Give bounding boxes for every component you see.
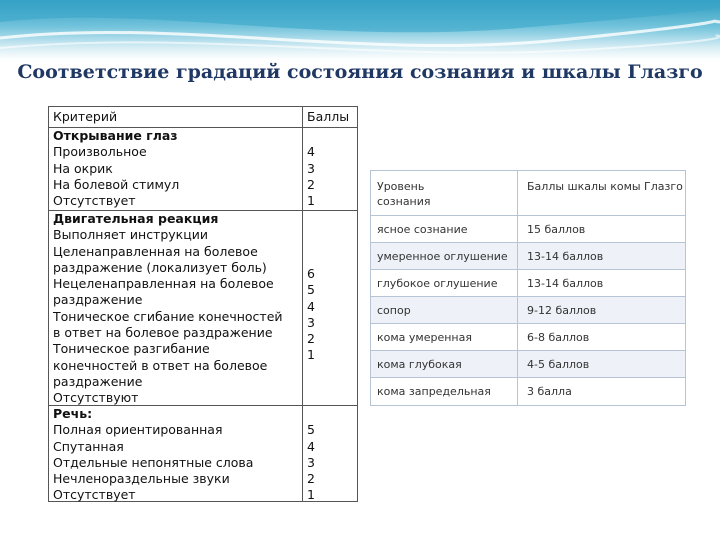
table-row xyxy=(371,242,685,270)
level-name: ясное сознание xyxy=(377,223,468,236)
criterion-item: Выполняет инструкции xyxy=(53,227,208,243)
score-value: 5 xyxy=(307,422,315,438)
criterion-item: раздражение (локализует боль) xyxy=(53,259,267,275)
criterion-item: в ответ на болевое раздражение xyxy=(53,325,273,341)
level-name: кома запредельная xyxy=(377,385,491,398)
criterion-item: Отдельные непонятные слова xyxy=(53,454,254,470)
table-row xyxy=(371,377,685,405)
criterion-item: Полная ориентированная xyxy=(53,422,223,438)
score-value: 1 xyxy=(307,347,315,363)
criterion-item: Тоническое разгибание xyxy=(53,341,210,357)
criterion-item: раздражение xyxy=(53,292,143,308)
header-score: Баллы шкалы комы Глазго xyxy=(527,180,683,193)
criterion-item: Нечленораздельные звуки xyxy=(53,471,230,487)
level-score: 13-14 баллов xyxy=(527,277,604,290)
header-level-line2: сознания xyxy=(377,195,431,208)
criterion-item: Нецеленаправленная на болевое xyxy=(53,276,274,292)
table-row xyxy=(371,296,685,324)
header-level-line1: Уровень xyxy=(377,180,425,193)
score-value: 2 xyxy=(307,331,315,347)
level-name: умеренное оглушение xyxy=(377,250,508,263)
score-value: 1 xyxy=(307,487,315,503)
criterion-item: На болевой стимул xyxy=(53,176,180,192)
criterion-item: Целенаправленная на болевое xyxy=(53,243,258,259)
table-row xyxy=(371,269,685,297)
criterion-item: Отсутствует xyxy=(53,487,136,503)
level-score: 15 баллов xyxy=(527,223,586,236)
score-value: 3 xyxy=(307,454,315,470)
page-title: Соответствие градаций состояния сознания и шкалы Глазго xyxy=(17,61,703,83)
score-value: 4 xyxy=(307,144,315,160)
criterion-item: На окрик xyxy=(53,160,113,176)
level-score: 13-14 баллов xyxy=(527,250,604,263)
table-row xyxy=(371,215,685,243)
table-header-row xyxy=(371,171,685,215)
table-row xyxy=(371,323,685,351)
consciousness-levels-table xyxy=(370,170,686,406)
column-divider xyxy=(517,171,518,405)
score-value: 2 xyxy=(307,471,315,487)
header-criterion: Критерий xyxy=(53,109,118,124)
level-score: 9-12 баллов xyxy=(527,304,597,317)
score-value: 3 xyxy=(307,160,315,176)
section-title: Двигательная реакция xyxy=(53,211,219,226)
criterion-item: Спутанная xyxy=(53,438,124,454)
criterion-item: Отсутствует xyxy=(53,193,136,209)
level-name: сопор xyxy=(377,304,411,317)
glasgow-criteria-table xyxy=(48,106,358,502)
score-value: 4 xyxy=(307,298,315,314)
criterion-item: Тоническое сгибание конечностей xyxy=(53,308,283,324)
score-value: 6 xyxy=(307,266,315,281)
level-name: глубокое оглушение xyxy=(377,277,498,290)
score-value: 4 xyxy=(307,438,315,454)
level-score: 4-5 баллов xyxy=(527,358,590,371)
column-divider xyxy=(302,107,303,501)
score-value: 1 xyxy=(307,193,315,209)
table-row xyxy=(371,350,685,378)
level-score: 3 балла xyxy=(527,385,572,398)
criterion-item: Произвольное xyxy=(53,144,147,160)
section-title: Речь: xyxy=(53,406,93,421)
section-title: Открывание глаз xyxy=(53,128,178,143)
criterion-item: Отсутствуют xyxy=(53,390,139,406)
header-score: Баллы xyxy=(307,109,350,124)
level-name: кома глубокая xyxy=(377,358,462,371)
score-value: 3 xyxy=(307,314,315,330)
score-value: 5 xyxy=(307,282,315,298)
level-name: кома умеренная xyxy=(377,331,472,344)
criterion-item: конечностей в ответ на болевое xyxy=(53,357,268,373)
header-band xyxy=(0,0,720,60)
criterion-item: раздражение xyxy=(53,373,143,389)
level-score: 6-8 баллов xyxy=(527,331,590,344)
wave-decoration xyxy=(0,0,720,60)
score-value: 2 xyxy=(307,176,315,192)
